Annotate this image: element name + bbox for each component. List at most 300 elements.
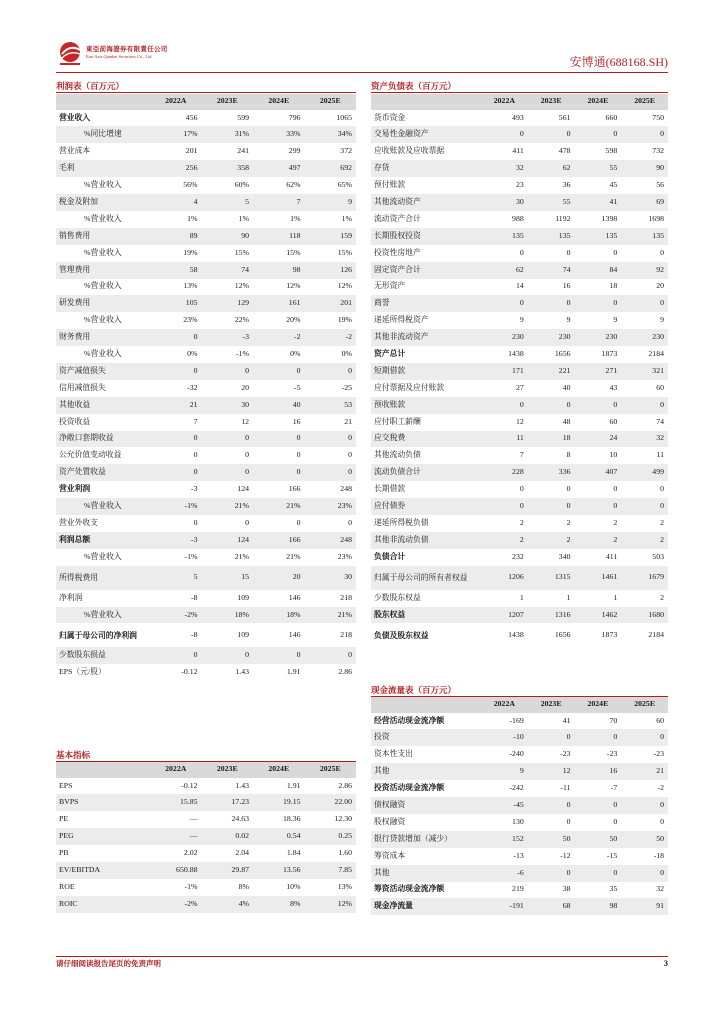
table-row <box>56 794 356 811</box>
value-cell: 21% <box>202 498 254 515</box>
value-cell: 0 <box>575 397 622 414</box>
value-cell: 0.25 <box>305 828 357 845</box>
header-year-cell: 2025E <box>621 697 668 713</box>
income-title-rule <box>56 92 356 93</box>
value-cell: 503 <box>652 551 664 561</box>
value-cell: 55 <box>575 160 622 177</box>
row-label: 递延所得税资产 <box>374 315 429 325</box>
value-cell: 23 <box>515 180 524 190</box>
value-cell: 1 <box>519 592 524 602</box>
value-cell: 1.84 <box>286 848 301 858</box>
value-cell: 0 <box>528 126 575 143</box>
value-cell: 12 <box>528 763 575 780</box>
row-label: %营业收入 <box>56 498 150 515</box>
value-cell: 109 <box>237 629 249 639</box>
row-label: 长期股权投资 <box>371 228 481 245</box>
value-cell: -2% <box>150 896 202 913</box>
value-cell: 2184 <box>648 629 664 639</box>
value-cell: 1.43 <box>235 667 249 677</box>
value-cell: 0.54 <box>253 828 305 845</box>
value-cell: 0% <box>187 349 198 359</box>
header-label-cell <box>371 94 481 110</box>
value-cell: 2 <box>575 532 622 549</box>
row-label: 利润总额 <box>56 532 150 549</box>
value-cell: 5 <box>202 194 254 211</box>
table-row <box>371 623 668 647</box>
value-cell: 2.86 <box>338 667 352 677</box>
table-row <box>371 431 668 448</box>
value-cell: 750 <box>652 112 664 122</box>
row-label: 流动负债合计 <box>371 464 481 481</box>
value-cell: 4 <box>150 194 202 211</box>
page-number: 3 <box>663 958 668 968</box>
value-cell: 50 <box>621 831 668 848</box>
table-row <box>371 515 668 532</box>
balance-sheet-table <box>371 94 668 647</box>
table-row <box>371 549 668 566</box>
row-label: 其他收益 <box>56 397 150 414</box>
value-cell: 90 <box>621 160 668 177</box>
row-label: %营业收入 <box>84 281 122 291</box>
row-label: BVPS <box>56 794 150 811</box>
value-cell: 0 <box>621 295 668 312</box>
table-row <box>56 515 356 532</box>
value-cell: 20 <box>253 566 305 590</box>
value-cell: 9 <box>519 315 524 325</box>
row-label: 营业外收支 <box>59 517 98 527</box>
value-cell: 161 <box>253 295 305 312</box>
table-row <box>371 177 668 194</box>
value-cell: 0 <box>621 498 668 515</box>
value-cell: 0 <box>193 517 198 527</box>
value-cell: 411 <box>512 146 524 156</box>
value-cell: 1206 <box>481 566 528 590</box>
value-cell: 135 <box>528 228 575 245</box>
value-cell: 1656 <box>554 349 571 359</box>
cashflow-statement-table <box>371 697 668 915</box>
table-row <box>56 329 356 346</box>
value-cell: -18 <box>653 850 664 860</box>
value-cell: 13% <box>183 281 198 291</box>
value-cell: 0 <box>202 363 254 380</box>
value-cell: 68 <box>528 898 575 915</box>
row-label: 无形资产 <box>374 281 406 291</box>
value-cell: -23 <box>560 749 571 759</box>
header-label-cell <box>371 697 481 713</box>
value-cell: 21% <box>253 498 305 515</box>
table-row <box>371 898 668 915</box>
value-cell: 561 <box>558 112 571 122</box>
value-cell: 89 <box>150 228 202 245</box>
value-cell: 1% <box>238 213 249 223</box>
value-cell: 372 <box>340 146 352 156</box>
value-cell: 60 <box>656 382 664 392</box>
value-cell: 13.56 <box>253 862 305 879</box>
table-row <box>56 607 356 624</box>
value-cell: -8 <box>191 592 198 602</box>
value-cell: 0 <box>621 126 668 143</box>
value-cell: 32 <box>656 884 664 894</box>
value-cell: 17% <box>150 126 202 143</box>
value-cell: -242 <box>509 783 524 793</box>
value-cell: 38 <box>562 884 571 894</box>
value-cell: 411 <box>605 551 618 561</box>
value-cell: 152 <box>481 831 528 848</box>
value-cell: 135 <box>481 228 528 245</box>
value-cell: 30 <box>202 397 254 414</box>
header-year-cell: 2023E <box>202 762 254 778</box>
value-cell: 20 <box>241 382 249 392</box>
row-label: ROIC <box>56 896 150 913</box>
table-row <box>371 814 668 831</box>
table-row <box>371 532 668 549</box>
value-cell: -10 <box>481 729 528 746</box>
value-cell: 33% <box>253 126 305 143</box>
value-cell: 0 <box>566 484 571 494</box>
value-cell: 7 <box>519 450 524 460</box>
table-row <box>56 380 356 397</box>
value-cell: 159 <box>305 228 357 245</box>
value-cell: -1% <box>184 881 198 891</box>
header-year-cell: 2022A <box>481 94 528 110</box>
row-label: 资本性支出 <box>374 749 413 759</box>
header-year-cell: 2025E <box>305 762 357 778</box>
row-label: 投资性房地产 <box>374 247 421 257</box>
row-label: 归属于母公司的净利润 <box>59 630 137 640</box>
row-label: 其他 <box>371 865 481 882</box>
value-cell: 126 <box>305 262 357 279</box>
table-row <box>56 481 356 498</box>
table-row <box>371 262 668 279</box>
value-cell: -13 <box>513 850 524 860</box>
value-cell: 16 <box>292 416 301 426</box>
table-row <box>371 143 668 160</box>
value-cell: 1438 <box>508 349 524 359</box>
row-label: %营业收入 <box>84 315 122 325</box>
row-label: 商誉 <box>371 295 481 312</box>
value-cell: -1% <box>184 551 198 561</box>
value-cell: 0 <box>348 450 352 460</box>
value-cell: 15 <box>202 566 254 590</box>
table-row <box>56 778 356 795</box>
table-row <box>56 245 356 262</box>
value-cell: 201 <box>185 146 198 156</box>
value-cell: 0 <box>245 450 249 460</box>
value-cell: 109 <box>237 592 249 602</box>
table-row <box>371 447 668 464</box>
value-cell: 8% <box>253 896 305 913</box>
table-row <box>56 312 356 329</box>
basic-indicators-table <box>56 762 356 913</box>
row-label: 应付票据及应付账款 <box>374 382 445 392</box>
value-cell: 2.02 <box>183 848 198 858</box>
value-cell: 660 <box>605 112 618 122</box>
value-cell: 598 <box>605 146 618 156</box>
row-label: 其他 <box>371 763 481 780</box>
value-cell: 55 <box>528 194 575 211</box>
table-row <box>371 194 668 211</box>
value-cell: 129 <box>202 295 254 312</box>
footer-divider <box>56 956 668 957</box>
row-label: %营业收入 <box>84 551 122 561</box>
value-cell: 65% <box>337 180 352 190</box>
table-row <box>56 363 356 380</box>
value-cell: 271 <box>575 363 622 380</box>
value-cell: 0 <box>660 816 664 826</box>
value-cell: 0 <box>150 329 202 346</box>
header-divider <box>56 72 668 73</box>
value-cell: 10% <box>286 881 301 891</box>
value-cell: 0 <box>528 498 575 515</box>
table-row <box>56 590 356 607</box>
cashflow-statement-title: 现金流量表（百万元） <box>371 685 457 695</box>
row-label: 筹资活动现金流净额 <box>374 884 445 894</box>
value-cell: 60% <box>234 180 249 190</box>
row-label: ROE <box>59 881 75 891</box>
value-cell: 221 <box>528 363 575 380</box>
value-cell: -6 <box>481 865 528 882</box>
value-cell: 0 <box>348 517 352 527</box>
value-cell: -23 <box>606 749 618 759</box>
table-row <box>56 623 356 647</box>
value-cell: -3 <box>150 532 202 549</box>
income-statement-title: 利润表（百万元） <box>56 81 125 91</box>
header-label-cell <box>56 762 150 778</box>
value-cell: 12% <box>286 281 301 291</box>
value-cell: -240 <box>509 749 524 759</box>
value-cell: 0 <box>519 484 524 494</box>
table-row <box>56 464 356 481</box>
table-row <box>371 279 668 296</box>
row-label: 净敞口套期收益 <box>56 431 150 448</box>
value-cell: 1873 <box>601 629 618 639</box>
income-header-row <box>56 94 356 110</box>
value-cell: 9 <box>305 194 357 211</box>
value-cell: 40 <box>253 397 305 414</box>
value-cell: -23 <box>653 749 664 759</box>
value-cell: -11 <box>560 783 571 793</box>
value-cell: 18% <box>202 607 254 624</box>
value-cell: 171 <box>481 363 528 380</box>
value-cell: 7 <box>253 194 305 211</box>
value-cell: 36 <box>562 180 571 190</box>
row-label: 研发费用 <box>56 295 150 312</box>
row-label: 公允价值变动收益 <box>59 450 122 460</box>
value-cell: 2 <box>660 517 664 527</box>
value-cell: 1.91 <box>286 667 301 677</box>
row-label: 负债合计 <box>374 551 406 561</box>
table-row <box>56 279 356 296</box>
value-cell: 18 <box>609 281 618 291</box>
value-cell: 48 <box>562 416 571 426</box>
value-cell: 35 <box>609 884 618 894</box>
value-cell: -45 <box>481 797 528 814</box>
table-row <box>371 831 668 848</box>
header-year-cell: 2023E <box>528 94 575 110</box>
value-cell: 248 <box>340 484 352 494</box>
value-cell: 499 <box>621 464 668 481</box>
company-name-cn: 東亞前海證券有限責任公司 <box>86 46 168 53</box>
value-cell: 0 <box>150 647 202 664</box>
value-cell: 1656 <box>554 629 571 639</box>
value-cell: 12% <box>305 896 357 913</box>
value-cell: 15% <box>337 247 352 257</box>
row-label: EV/EBITDA <box>56 862 150 879</box>
value-cell: 988 <box>512 213 524 223</box>
value-cell: 0 <box>245 517 249 527</box>
value-cell: -25 <box>341 382 352 392</box>
value-cell: 166 <box>253 532 305 549</box>
value-cell: -2% <box>150 607 202 624</box>
table-row <box>56 228 356 245</box>
value-cell: 0 <box>575 865 622 882</box>
value-cell: 1065 <box>336 112 352 122</box>
row-label: 交易性金融资产 <box>371 126 481 143</box>
value-cell: 1207 <box>481 607 528 624</box>
value-cell: — <box>189 814 198 824</box>
value-cell: 0 <box>305 464 357 481</box>
value-cell: 0 <box>575 797 622 814</box>
value-cell: 62 <box>481 262 528 279</box>
value-cell: 0 <box>528 397 575 414</box>
table-row <box>371 346 668 363</box>
table-row <box>56 647 356 664</box>
value-cell: 21 <box>344 416 352 426</box>
table-row <box>371 607 668 624</box>
table-row <box>371 329 668 346</box>
value-cell: 0 <box>660 484 664 494</box>
value-cell: 30 <box>305 566 357 590</box>
row-label: EPS <box>59 780 73 790</box>
value-cell: 27 <box>515 382 524 392</box>
value-cell: 0 <box>202 431 254 448</box>
value-cell: 2184 <box>648 349 664 359</box>
value-cell: 2 <box>613 517 618 527</box>
row-label: 信用减值损失 <box>59 382 106 392</box>
value-cell: 70 <box>609 715 618 725</box>
value-cell: 230 <box>575 329 622 346</box>
indicators-header-row <box>56 762 356 778</box>
value-cell: 124 <box>202 532 254 549</box>
value-cell: 0 <box>481 295 528 312</box>
value-cell: 228 <box>481 464 528 481</box>
value-cell: -5 <box>294 382 301 392</box>
value-cell: 98 <box>575 898 622 915</box>
table-row <box>371 245 668 262</box>
value-cell: -15 <box>606 850 618 860</box>
table-row <box>56 346 356 363</box>
value-cell: 56 <box>656 180 664 190</box>
value-cell: 0 <box>150 363 202 380</box>
table-row <box>371 865 668 882</box>
value-cell: 14 <box>515 281 524 291</box>
value-cell: 2 <box>481 532 528 549</box>
value-cell: 50 <box>528 831 575 848</box>
value-cell: 0 <box>528 295 575 312</box>
value-cell: 2 <box>621 532 668 549</box>
value-cell: 58 <box>150 262 202 279</box>
value-cell: 0% <box>341 349 352 359</box>
header-year-cell: 2022A <box>481 697 528 713</box>
value-cell: -0.12 <box>181 667 198 677</box>
row-label: 管理费用 <box>56 262 150 279</box>
value-cell: 124 <box>237 484 249 494</box>
table-row <box>56 811 356 828</box>
value-cell: 0 <box>528 865 575 882</box>
header-year-cell: 2024E <box>575 697 622 713</box>
value-cell: 1873 <box>601 349 618 359</box>
value-cell: 0 <box>305 431 357 448</box>
disclaimer-text: 请仔细阅读报告尾页的免责声明 <box>56 959 161 968</box>
value-cell: 69 <box>621 194 668 211</box>
value-cell: 0 <box>575 295 622 312</box>
value-cell: 2 <box>519 517 524 527</box>
value-cell: 0 <box>613 484 618 494</box>
value-cell: 53 <box>305 397 357 414</box>
row-label: 其他非流动资产 <box>371 329 481 346</box>
value-cell: 60 <box>609 416 618 426</box>
value-cell: 45 <box>609 180 618 190</box>
table-row <box>371 228 668 245</box>
row-label: 税金及附加 <box>56 194 150 211</box>
balance-sheet-title: 资产负债表（百万元） <box>371 81 457 91</box>
header-label-cell <box>56 94 150 110</box>
value-cell: 19% <box>183 247 198 257</box>
value-cell: 22% <box>234 315 249 325</box>
table-row <box>371 498 668 515</box>
value-cell: 13% <box>337 881 352 891</box>
row-label: 其他流动资产 <box>371 194 481 211</box>
value-cell: 0 <box>621 397 668 414</box>
value-cell: 0 <box>575 498 622 515</box>
value-cell: 2 <box>528 532 575 549</box>
value-cell: 18% <box>253 607 305 624</box>
value-cell: 105 <box>150 295 202 312</box>
value-cell: -12 <box>560 850 571 860</box>
row-label: 预收账款 <box>371 397 481 414</box>
row-label: 其他流动负债 <box>374 450 421 460</box>
value-cell: -7 <box>610 783 618 793</box>
value-cell: 0 <box>202 464 254 481</box>
table-row <box>371 363 668 380</box>
value-cell: 15% <box>234 247 249 257</box>
value-cell: 1462 <box>575 607 622 624</box>
value-cell: 1192 <box>555 213 571 223</box>
value-cell: 18 <box>528 431 575 448</box>
value-cell: 218 <box>340 629 352 639</box>
table-row <box>56 845 356 862</box>
value-cell: 30 <box>481 194 528 211</box>
value-cell: 0 <box>481 397 528 414</box>
stock-name: 安博通(688168.SH) <box>569 55 668 69</box>
value-cell: 40 <box>562 382 571 392</box>
table-row <box>56 397 356 414</box>
row-label: 资产处置收益 <box>56 464 150 481</box>
table-row <box>56 862 356 879</box>
row-label: 营业成本 <box>59 146 91 156</box>
value-cell: 1 <box>566 592 571 602</box>
value-cell: 21 <box>621 763 668 780</box>
value-cell: 9 <box>613 315 618 325</box>
row-label: 筹资成本 <box>374 850 406 860</box>
value-cell: 0 <box>253 363 305 380</box>
value-cell: 0 <box>528 729 575 746</box>
value-cell: 31% <box>202 126 254 143</box>
row-label: 流动资产合计 <box>374 213 421 223</box>
value-cell: 732 <box>652 146 664 156</box>
value-cell: 0 <box>481 126 528 143</box>
value-cell: 0 <box>575 729 622 746</box>
